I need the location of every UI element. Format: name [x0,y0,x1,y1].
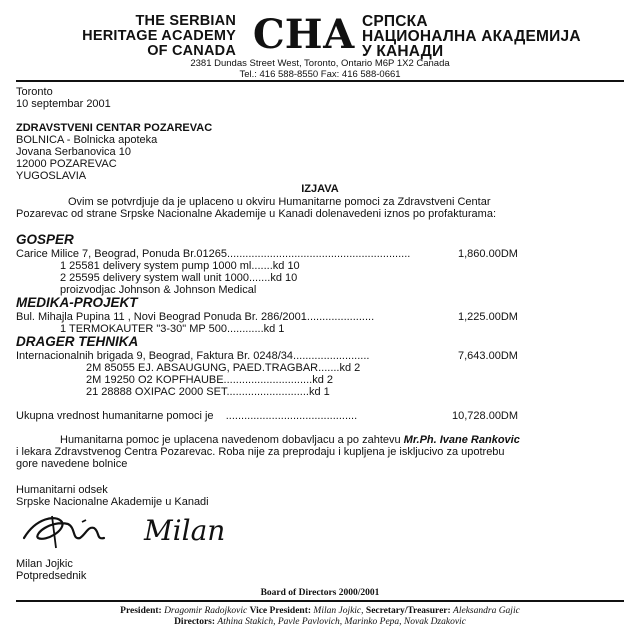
medika-item-1: 1 TERMOKAUTER "3-30" MP 500............kd 1 [60,323,285,335]
gosper-line [16,248,410,260]
closing-text: Humanitarna pomoc je uplacena navedenom dobavljacu a po zahtevu [60,434,404,446]
cyrillic-line-3: У КАНАДИ [362,43,444,60]
president-label: President: [120,606,162,616]
footer-officers [0,606,640,616]
drager-dots: ......................... [293,350,370,362]
academy-logo [252,10,356,56]
medika-reference: Bul. Mihajla Pupina 11 , Novi Beograd Ponuda Br. 286/2001 [16,311,307,323]
drager-amount: 7,643.00DM [458,350,518,362]
date: 10 septembar 2001 [16,98,111,110]
sender-role: Potpredsednik [16,570,87,582]
footer-divider [16,600,624,602]
total-dots: ........................................... [225,410,358,422]
secretary-label: Secretary/Treasurer: [365,606,451,616]
board-title: Board of Directors 2000/2001 [260,588,380,598]
drager-item-3: 21 28888 OXIPAC 2000 SET...........................kd 1 [86,386,330,398]
contact-line: Tel.: 416 588-8550 Fax: 416 588-0661 [239,69,401,80]
medika-dots: ...................... [306,311,375,323]
gosper-manufacturer: proizvodjac Johnson & Johnson Medical [60,284,257,296]
letterhead-english-name [40,14,236,59]
gosper-amount: 1,860.00DM [458,248,518,260]
signature-text: Milan [144,514,226,547]
total-label: Ukupna vrednost humanitarne pomoci je [16,410,214,422]
intro-line-1: Ovim se potvrdjuje da je uplaceno u okviru Humanitarne pomoci za Zdravstveni Centar [68,196,491,208]
closing-person: Mr.Ph. Ivane Rankovic [403,434,520,446]
signature-drawing [16,508,246,552]
recipient-city: 12000 POZAREVAC [16,158,117,170]
recipient-dept: BOLNICA - Bolnicka apoteka [16,134,158,146]
sender-dept: Humanitarni odsek [16,484,108,496]
medika-amount: 1,225.00DM [458,311,518,323]
supplier-heading-medika: MEDIKA-PROJEKT [16,295,138,310]
document-title: IZJAVA [301,183,339,195]
letterhead-address [0,58,640,80]
vp-label: Vice President: [249,606,312,616]
place: Toronto [16,86,53,98]
recipient-country: YUGOSLAVIA [16,170,87,182]
address-line: 2381 Dundas Street West, Toronto, Ontario M6P 1X2 Canada [190,58,450,69]
letterhead-cyrillic-name [362,14,581,59]
president-name: Dragomir Radojkovic [164,606,248,616]
gosper-item-2: 2 25595 delivery system wall unit 1000.......kd 10 [60,272,298,284]
header-divider [16,80,624,82]
intro-line-2: Pozarevac od strane Srpske Nacionalne Akademije u Kanadi dolenavedeni iznos po profakturama: [16,208,497,220]
cyrillic-line-2: НАЦИОНАЛНА АКАДЕМИЈА [362,28,581,45]
logo-mark [252,10,356,56]
directors-names: Athina Stakich, Pavle Pavlovich, Marinko Pepa, Novak Dzakovic [217,617,466,627]
vp-name: Milan Jojkic, [313,606,364,616]
cyrillic-line-1: СРПСКА [362,13,428,30]
total-amount: 10,728.00DM [452,410,519,422]
supplier-heading-drager: DRAGER TEHNIKA [16,334,139,349]
sender-org: Srpske Nacionalne Akademije u Kanadi [16,496,209,508]
closing-line-3: gore navedene bolnice [16,458,128,470]
drager-reference: Internacionalnih brigada 9, Beograd, Faktura Br. 0248/34 [16,350,294,362]
medika-line [16,311,374,323]
footer-directors [0,617,640,627]
total-line [16,410,357,422]
gosper-dots: ............................................................ [226,248,411,260]
closing-line-1 [60,434,520,446]
drager-item-1: 2M 85055 EJ. ABSAUGUNG, PAED.TRAGBAR.......kd 2 [86,362,361,374]
gosper-reference: Carice Milice 7, Beograd, Ponuda Br.01265 [16,248,227,260]
drager-line [16,350,369,362]
secretary-name: Aleksandra Gajic [453,606,520,616]
logo-monogram: СНА [252,11,356,56]
recipient-name: ZDRAVSTVENI CENTAR POZAREVAC [16,122,213,134]
drager-item-2: 2M 19250 O2 KOPFHAUBE.............................kd 2 [86,374,333,386]
recipient-street: Jovana Serbanovica 10 [16,146,131,158]
closing-line-2: i lekara Zdravstvenog Centra Pozarevac. Roba nije za preprodaju i kupljena je iskljucivo za upotrebu [16,446,505,458]
english-line-1: THE SERBIAN [135,13,236,29]
english-line-3: OF CANADA [147,43,236,59]
gosper-item-1: 1 25581 delivery system pump 1000 ml.......kd 10 [60,260,300,272]
sender-name: Milan Jojkic [16,558,73,570]
directors-label: Directors: [174,617,216,627]
supplier-heading-gosper: GOSPER [16,232,74,247]
english-line-2: HERITAGE ACADEMY [82,28,236,44]
signature [16,508,246,552]
